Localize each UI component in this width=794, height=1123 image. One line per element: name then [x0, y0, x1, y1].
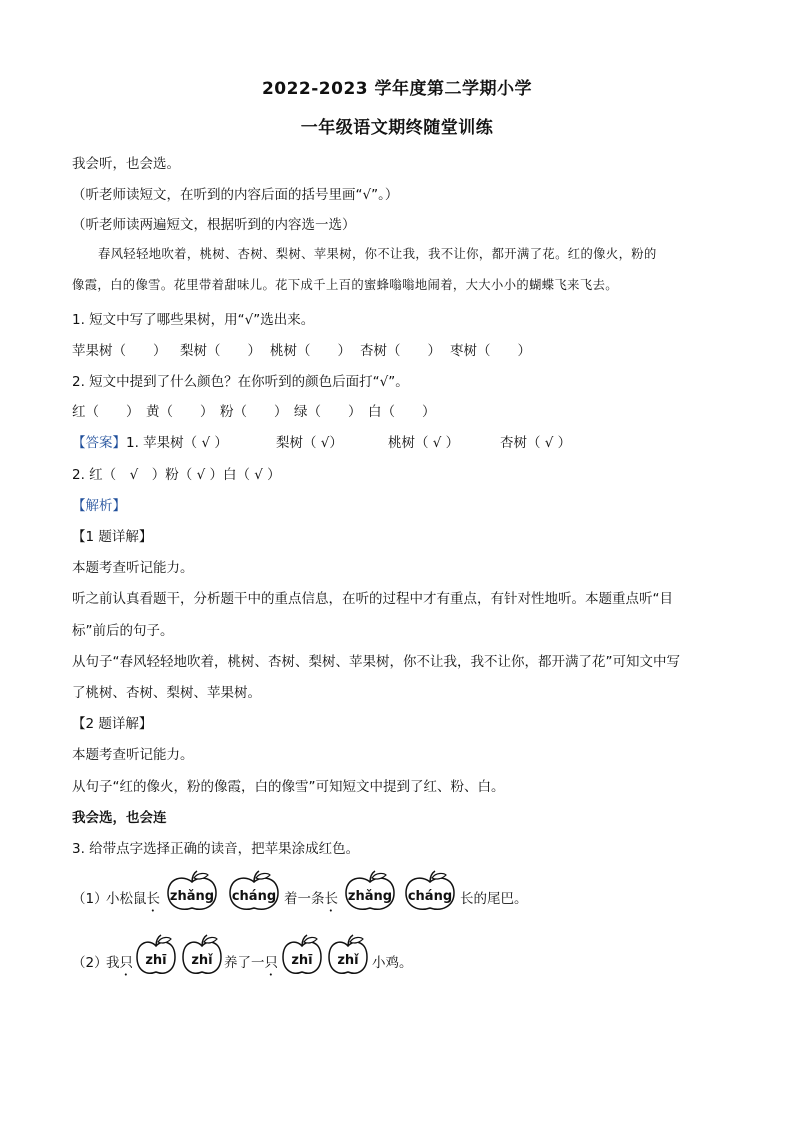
dotted-char: 长 [324, 891, 338, 907]
option[interactable]: 枣树（ ） [450, 343, 531, 359]
section2-heading: 我会选，也会连 [72, 810, 167, 826]
section1-heading: 我会听，也会选。 [72, 156, 180, 172]
item-text: 小松鼠 [106, 891, 147, 907]
item-number: （2） [72, 955, 108, 971]
detail2-tag: 【2 题详解】 [72, 716, 153, 732]
answer-tag: 【答案】 [72, 435, 126, 451]
pinyin: zhī [291, 953, 313, 968]
pinyin: zhī [145, 953, 167, 968]
apple-choice[interactable] [134, 933, 178, 977]
detail2-p1: 本题考查听记能力。 [72, 747, 194, 763]
apple-choice[interactable] [180, 933, 224, 977]
detail1-p3b: 了桃树、杏树、梨树、苹果树。 [72, 685, 261, 701]
dotted-char: 只 [119, 955, 133, 971]
question-3: 3. 给带点字选择正确的读音，把苹果涂成红色。 [72, 841, 360, 857]
passage-line2: 像霞，白的像雪。花里带着甜味儿。花下成千上百的蜜蜂嗡嗡地闹着，大大小小的蝴蝶飞来飞去。 [72, 278, 618, 292]
pinyin: zhǎng [347, 889, 393, 904]
apple-choice[interactable] [280, 933, 324, 977]
analysis-tag: 【解析】 [72, 498, 126, 514]
option[interactable]: 苹果树（ ） [72, 343, 167, 359]
item-text: 长的尾巴。 [460, 891, 528, 907]
question-3-item2 [72, 933, 672, 977]
option[interactable]: 红（ ） [72, 404, 140, 420]
answer-item: 1. 苹果树（ √ ） [126, 435, 228, 451]
note1: （听老师读短文，在听到的内容后面的括号里画“√”。） [72, 187, 399, 203]
option[interactable]: 梨树（ ） [180, 343, 261, 359]
passage-line1: 春风轻轻地吹着，桃树、杏树、梨树、苹果树，你不让我，我不让你，都开满了花。红的像火，粉的 [98, 247, 657, 261]
answer-item: 杏树（ √ ） [500, 435, 572, 451]
apple-choice[interactable] [342, 869, 398, 913]
apple-choice[interactable] [326, 933, 370, 977]
question-2: 2. 短文中提到了什么颜色？在你听到的颜色后面打“√”。 [72, 374, 409, 390]
item-text: 养了一 [224, 955, 265, 971]
answer-item: 桃树（ √ ） [388, 435, 460, 451]
note2: （听老师读两遍短文，根据听到的内容选一选） [72, 217, 356, 233]
option[interactable]: 绿（ ） [294, 404, 362, 420]
option[interactable]: 杏树（ ） [360, 343, 441, 359]
option[interactable]: 黄（ ） [146, 404, 214, 420]
title-line1: 2022-2023 学年度第二学期小学 [261, 79, 533, 99]
detail1-p3a: 从句子“春风轻轻地吹着，桃树、杏树、梨树、苹果树，你不让我，我不让你，都开满了花”可知文中写 [72, 654, 680, 670]
pinyin: zhǐ [337, 953, 359, 968]
dotted-char: 长 [146, 891, 160, 907]
question-1: 1. 短文中写了哪些果树，用“√”选出来。 [72, 312, 315, 328]
detail1-p1: 本题考查听记能力。 [72, 560, 194, 576]
detail1-tag: 【1 题详解】 [72, 529, 153, 545]
item-text: 我 [106, 955, 120, 971]
apple-choice[interactable] [402, 869, 458, 913]
pinyin: cháng [231, 889, 277, 904]
pinyin: zhǐ [191, 953, 213, 968]
apple-choice[interactable] [226, 869, 282, 913]
question-3-item1 [72, 869, 672, 913]
title-line2: 一年级语文期终随堂训练 [300, 118, 494, 138]
dotted-char: 只 [264, 955, 278, 971]
option[interactable]: 粉（ ） [220, 404, 288, 420]
detail2-p2: 从句子“红的像火，粉的像霞，白的像雪”可知短文中提到了红、粉、白。 [72, 779, 505, 795]
question-1-options [72, 339, 540, 359]
item-text: 着一条 [284, 891, 325, 907]
item-number: （1） [72, 891, 108, 907]
question-2-options [72, 400, 442, 420]
pinyin: zhǎng [169, 889, 215, 904]
detail1-p2b: 标”前后的句子。 [72, 623, 174, 639]
answer-line1 [72, 431, 612, 451]
pinyin: cháng [407, 889, 453, 904]
answer-item: 梨树（ √） [276, 435, 343, 451]
passage [72, 239, 728, 301]
option[interactable]: 白（ ） [368, 404, 436, 420]
detail1-p2a: 听之前认真看题干，分析题干中的重点信息，在听的过程中才有重点，有针对性地听。本题重点听“目 [72, 591, 673, 607]
answer-line2: 2. 红（ √ ）粉（ √ ）白（ √ ） [72, 467, 281, 483]
apple-choice[interactable] [164, 869, 220, 913]
item-text: 小鸡。 [372, 955, 413, 971]
option[interactable]: 桃树（ ） [270, 343, 351, 359]
